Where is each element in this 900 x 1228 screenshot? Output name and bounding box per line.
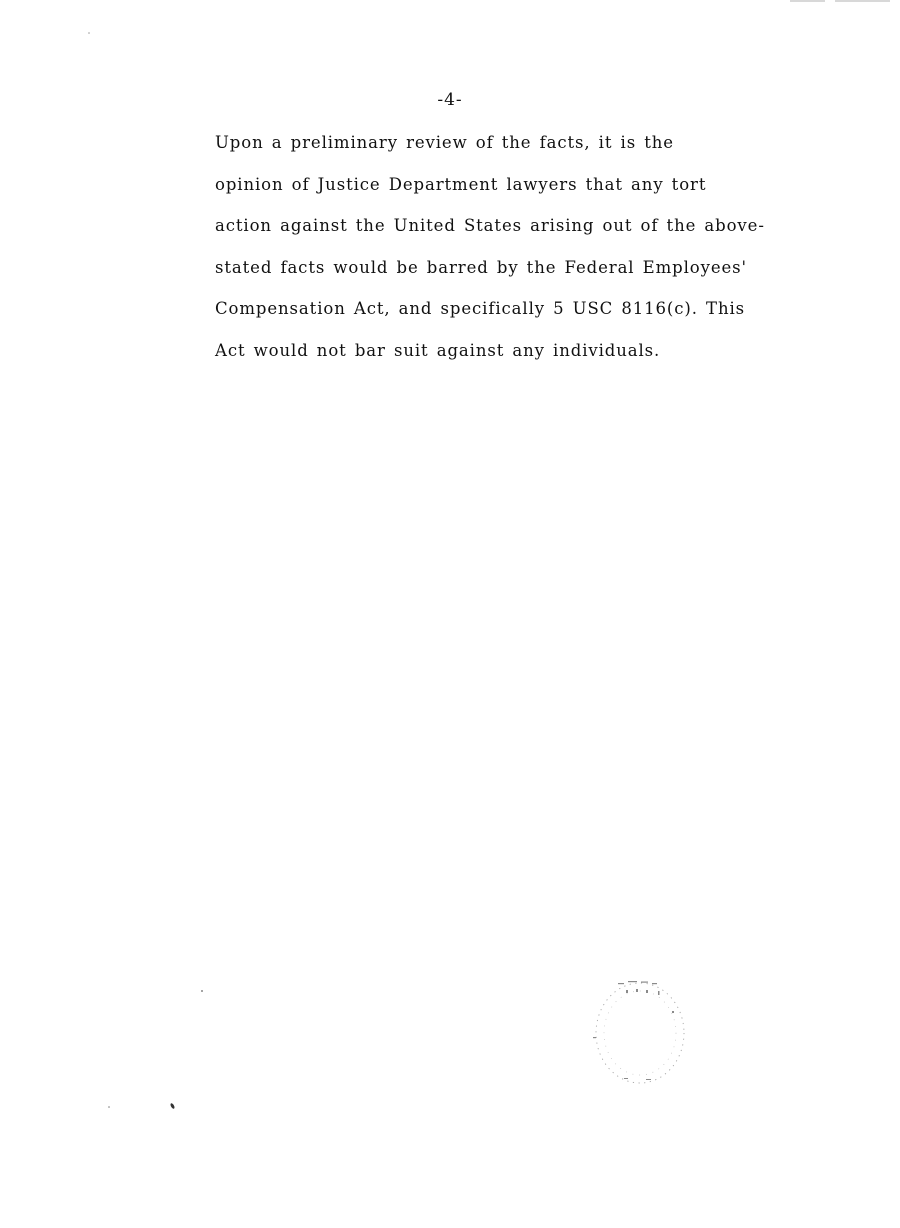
paragraph-line: stated facts would be barred by the Federal Employees'	[215, 257, 747, 277]
seal-stamp-icon	[588, 975, 693, 1090]
body-paragraph	[215, 128, 765, 378]
scan-speck	[108, 1106, 110, 1108]
paragraph-line: Act would not bar suit against any individuals.	[215, 340, 661, 360]
paragraph-line: Compensation Act, and specifically 5 USC 8116(c). This	[215, 299, 746, 319]
page-number: -4-	[437, 90, 463, 110]
scan-speck	[88, 32, 90, 34]
edge-mark	[835, 0, 890, 2]
scan-speck	[201, 990, 203, 992]
paragraph-line: action against the United States arising out of the above-	[215, 216, 765, 236]
scan-speck	[170, 1103, 176, 1110]
paragraph-line: opinion of Justice Department lawyers that any tort	[215, 174, 707, 194]
edge-mark	[790, 0, 825, 2]
paragraph-line: Upon a preliminary review of the facts, it is the	[215, 133, 674, 152]
